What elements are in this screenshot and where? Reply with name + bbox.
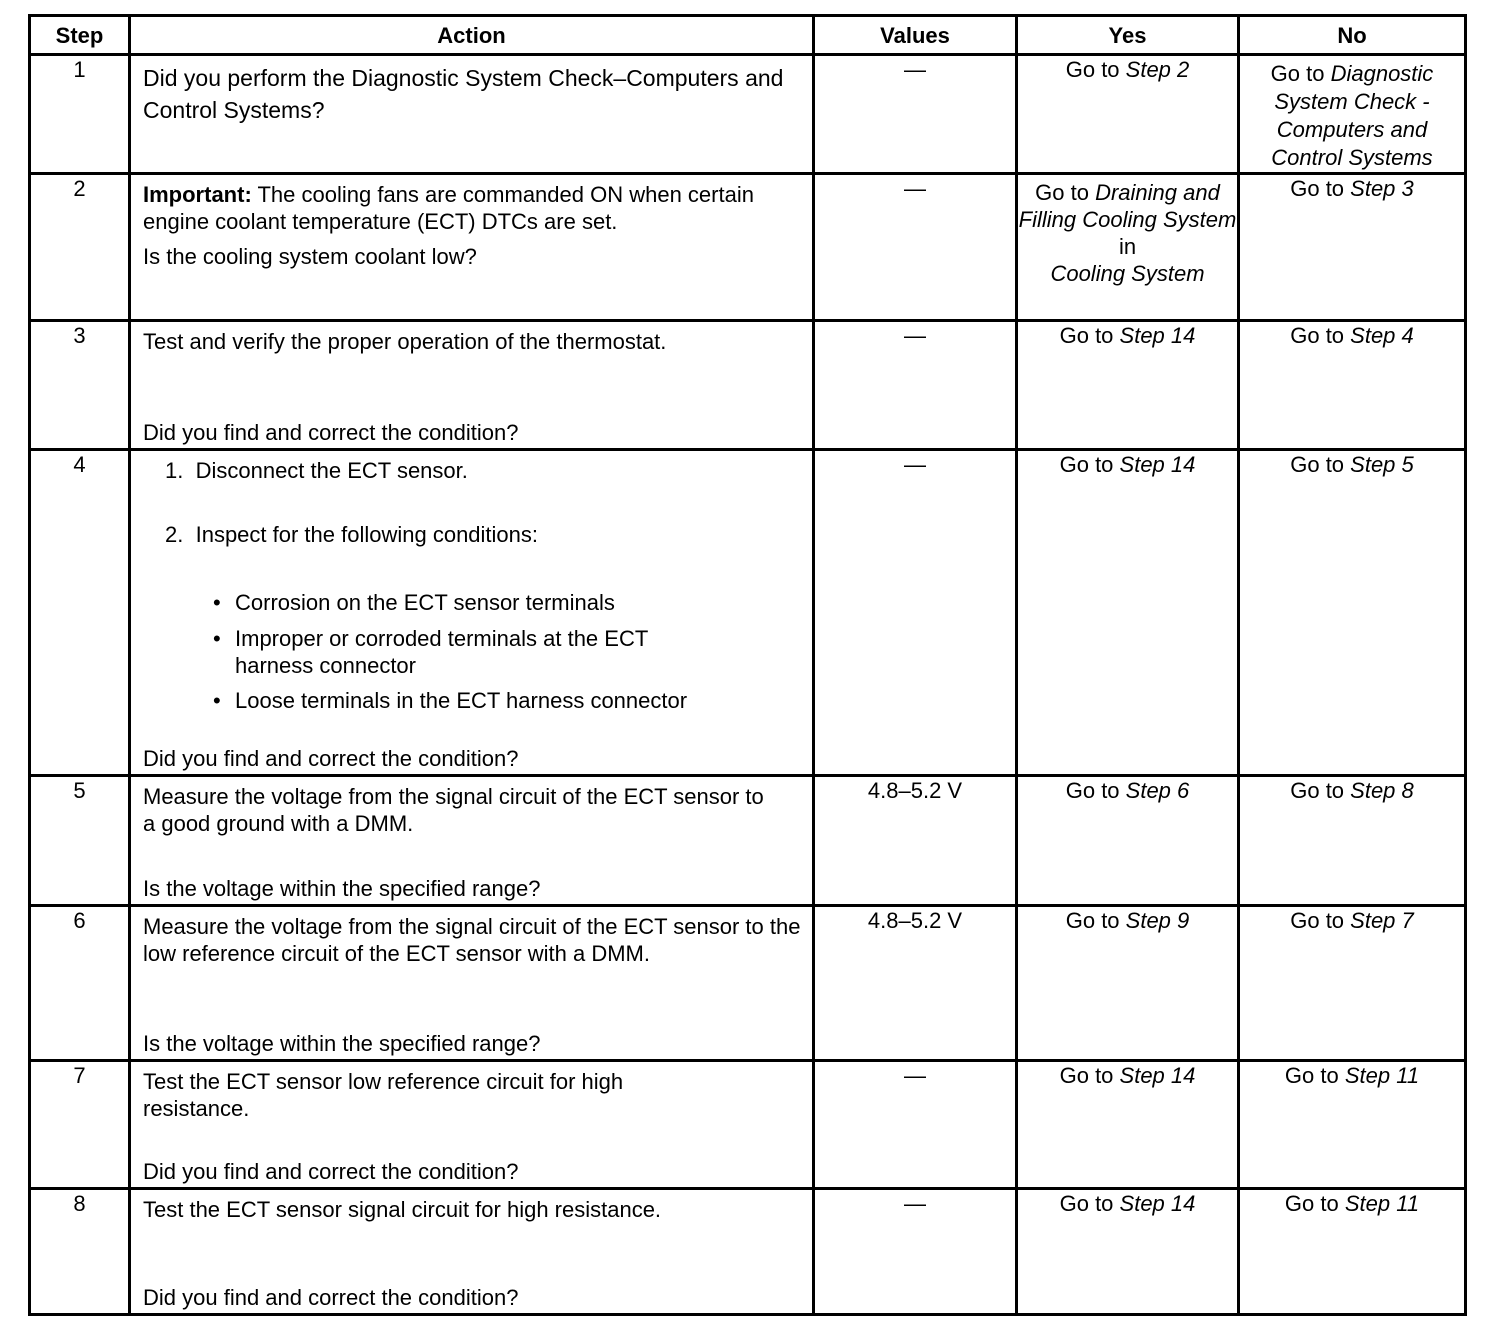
table-row: [30, 776, 1466, 906]
no-prefix: Go to: [1290, 323, 1351, 348]
action-cell: [130, 450, 814, 776]
action-text: Test the ECT sensor low reference circuit for high resistance.: [143, 1069, 624, 1121]
yes-cell[interactable]: [1017, 776, 1239, 906]
no-cell[interactable]: [1239, 1189, 1466, 1315]
yes-cell[interactable]: [1017, 321, 1239, 450]
step-number: 8: [30, 1189, 130, 1315]
yes-in: in: [1118, 234, 1137, 259]
yes-link[interactable]: Step 14: [1119, 1191, 1196, 1216]
yes-cell[interactable]: [1017, 1061, 1239, 1189]
no-cell[interactable]: [1239, 55, 1466, 174]
question-text: Is the voltage within the specified range?: [143, 1031, 541, 1056]
step-number: 4: [30, 450, 130, 776]
no-cell[interactable]: [1239, 450, 1466, 776]
values-cell: —: [814, 174, 1017, 321]
no-link[interactable]: Step 7: [1350, 908, 1414, 933]
question-text: Is the voltage within the specified range?: [143, 876, 541, 901]
yes-cell[interactable]: [1017, 55, 1239, 174]
table-row: [30, 906, 1466, 1061]
header-no: No: [1239, 16, 1466, 55]
table-row: [30, 321, 1466, 450]
step-number: 2: [30, 174, 130, 321]
important-text: The cooling fans are commanded ON when certain engine coolant temperature (ECT) DTCs are set.: [143, 182, 754, 234]
no-prefix: Go to: [1290, 452, 1351, 477]
yes-cell[interactable]: [1017, 906, 1239, 1061]
substep-number: 1.: [165, 458, 184, 483]
table-row: [30, 450, 1466, 776]
yes-prefix: Go to: [1059, 1063, 1120, 1088]
substep-1: [165, 457, 808, 484]
substep-text: Disconnect the ECT sensor.: [195, 458, 468, 483]
no-prefix: Go to: [1290, 176, 1351, 201]
action-cell: [130, 55, 814, 174]
question-text: Did you find and correct the condition?: [143, 746, 519, 771]
list-item: • Improper or corroded terminals at the ECT harness connector: [213, 625, 728, 679]
header-values: Values: [814, 16, 1017, 55]
step-number: 5: [30, 776, 130, 906]
no-prefix: Go to: [1270, 61, 1331, 86]
no-cell[interactable]: [1239, 321, 1466, 450]
no-prefix: Go to: [1284, 1191, 1345, 1216]
question-text: Is the cooling system coolant low?: [143, 244, 477, 269]
no-prefix: Go to: [1284, 1063, 1345, 1088]
no-prefix: Go to: [1290, 778, 1351, 803]
table-row: [30, 1061, 1466, 1189]
action-text: Test and verify the proper operation of the thermostat.: [143, 329, 667, 354]
yes-link[interactable]: Step 14: [1119, 452, 1196, 477]
yes-prefix: Go to: [1065, 778, 1126, 803]
substep-2: [165, 521, 808, 548]
values-cell: —: [814, 450, 1017, 776]
action-text: Test the ECT sensor signal circuit for high resistance.: [143, 1197, 662, 1222]
step-number: 1: [30, 55, 130, 174]
action-cell: [130, 776, 814, 906]
action-cell: [130, 321, 814, 450]
question-text: Did you find and correct the condition?: [143, 1159, 519, 1184]
yes-cell[interactable]: [1017, 1189, 1239, 1315]
question-text: Did you find and correct the condition?: [143, 1285, 519, 1310]
yes-prefix: Go to: [1035, 180, 1096, 205]
no-cell[interactable]: [1239, 776, 1466, 906]
yes-link[interactable]: Step 9: [1125, 908, 1190, 933]
header-yes: Yes: [1017, 16, 1239, 55]
important-note: [143, 181, 808, 235]
diagnostic-table: [28, 14, 1467, 1316]
yes-link-2[interactable]: Cooling System: [1050, 261, 1205, 286]
yes-prefix: Go to: [1065, 908, 1126, 933]
header-action: Action: [130, 16, 814, 55]
no-link[interactable]: Step 11: [1344, 1063, 1420, 1088]
table-row: [30, 1189, 1466, 1315]
values-cell: —: [814, 55, 1017, 174]
action-text: Measure the voltage from the signal circuit of the ECT sensor to the low reference circuit of the ECT sensor with a DMM.: [143, 914, 801, 966]
action-cell: [130, 1189, 814, 1315]
yes-prefix: Go to: [1059, 1191, 1120, 1216]
values-cell: —: [814, 1061, 1017, 1189]
action-cell: [130, 906, 814, 1061]
no-link[interactable]: Step 4: [1350, 323, 1414, 348]
yes-prefix: Go to: [1059, 323, 1120, 348]
yes-prefix: Go to: [1065, 57, 1126, 82]
yes-cell[interactable]: [1017, 450, 1239, 776]
action-text: Measure the voltage from the signal circuit of the ECT sensor to a good ground with a DMM.: [143, 784, 764, 836]
no-cell[interactable]: [1239, 1061, 1466, 1189]
no-cell[interactable]: [1239, 174, 1466, 321]
action-text: Did you perform the Diagnostic System Check–Computers and Control Systems?: [143, 65, 784, 123]
action-cell: [130, 174, 814, 321]
yes-prefix: Go to: [1059, 452, 1120, 477]
no-link[interactable]: Step 11: [1344, 1191, 1420, 1216]
question-text: Did you find and correct the condition?: [143, 420, 519, 445]
no-link[interactable]: Step 8: [1350, 778, 1414, 803]
important-label: Important:: [143, 182, 252, 207]
values-cell: —: [814, 321, 1017, 450]
yes-link[interactable]: Step 6: [1125, 778, 1190, 803]
table-row: [30, 55, 1466, 174]
yes-link[interactable]: Draining and Filling Cooling System: [1018, 180, 1237, 232]
action-cell: [130, 1061, 814, 1189]
list-item: • Corrosion on the ECT sensor terminals: [213, 589, 800, 616]
no-link[interactable]: Step 3: [1350, 176, 1414, 201]
step-number: 7: [30, 1061, 130, 1189]
no-prefix: Go to: [1290, 908, 1351, 933]
step-number: 3: [30, 321, 130, 450]
no-cell[interactable]: [1239, 906, 1466, 1061]
step-number: 6: [30, 906, 130, 1061]
values-cell: —: [814, 1189, 1017, 1315]
table-row: [30, 174, 1466, 321]
no-link[interactable]: Diagnostic System Check - Computers and Control Systems: [1271, 61, 1434, 170]
header-step: Step: [30, 16, 130, 55]
substep-text: Inspect for the following conditions:: [195, 522, 539, 547]
values-cell: 4.8–5.2 V: [814, 906, 1017, 1061]
substep-number: 2.: [165, 522, 184, 547]
yes-link[interactable]: Step 14: [1119, 1063, 1196, 1088]
yes-cell[interactable]: [1017, 174, 1239, 321]
yes-link[interactable]: Step 14: [1119, 323, 1196, 348]
values-cell: 4.8–5.2 V: [814, 776, 1017, 906]
yes-link[interactable]: Step 2: [1125, 57, 1190, 82]
no-link[interactable]: Step 5: [1350, 452, 1414, 477]
list-item: • Loose terminals in the ECT harness connector: [213, 687, 800, 714]
header-row: [30, 16, 1466, 55]
